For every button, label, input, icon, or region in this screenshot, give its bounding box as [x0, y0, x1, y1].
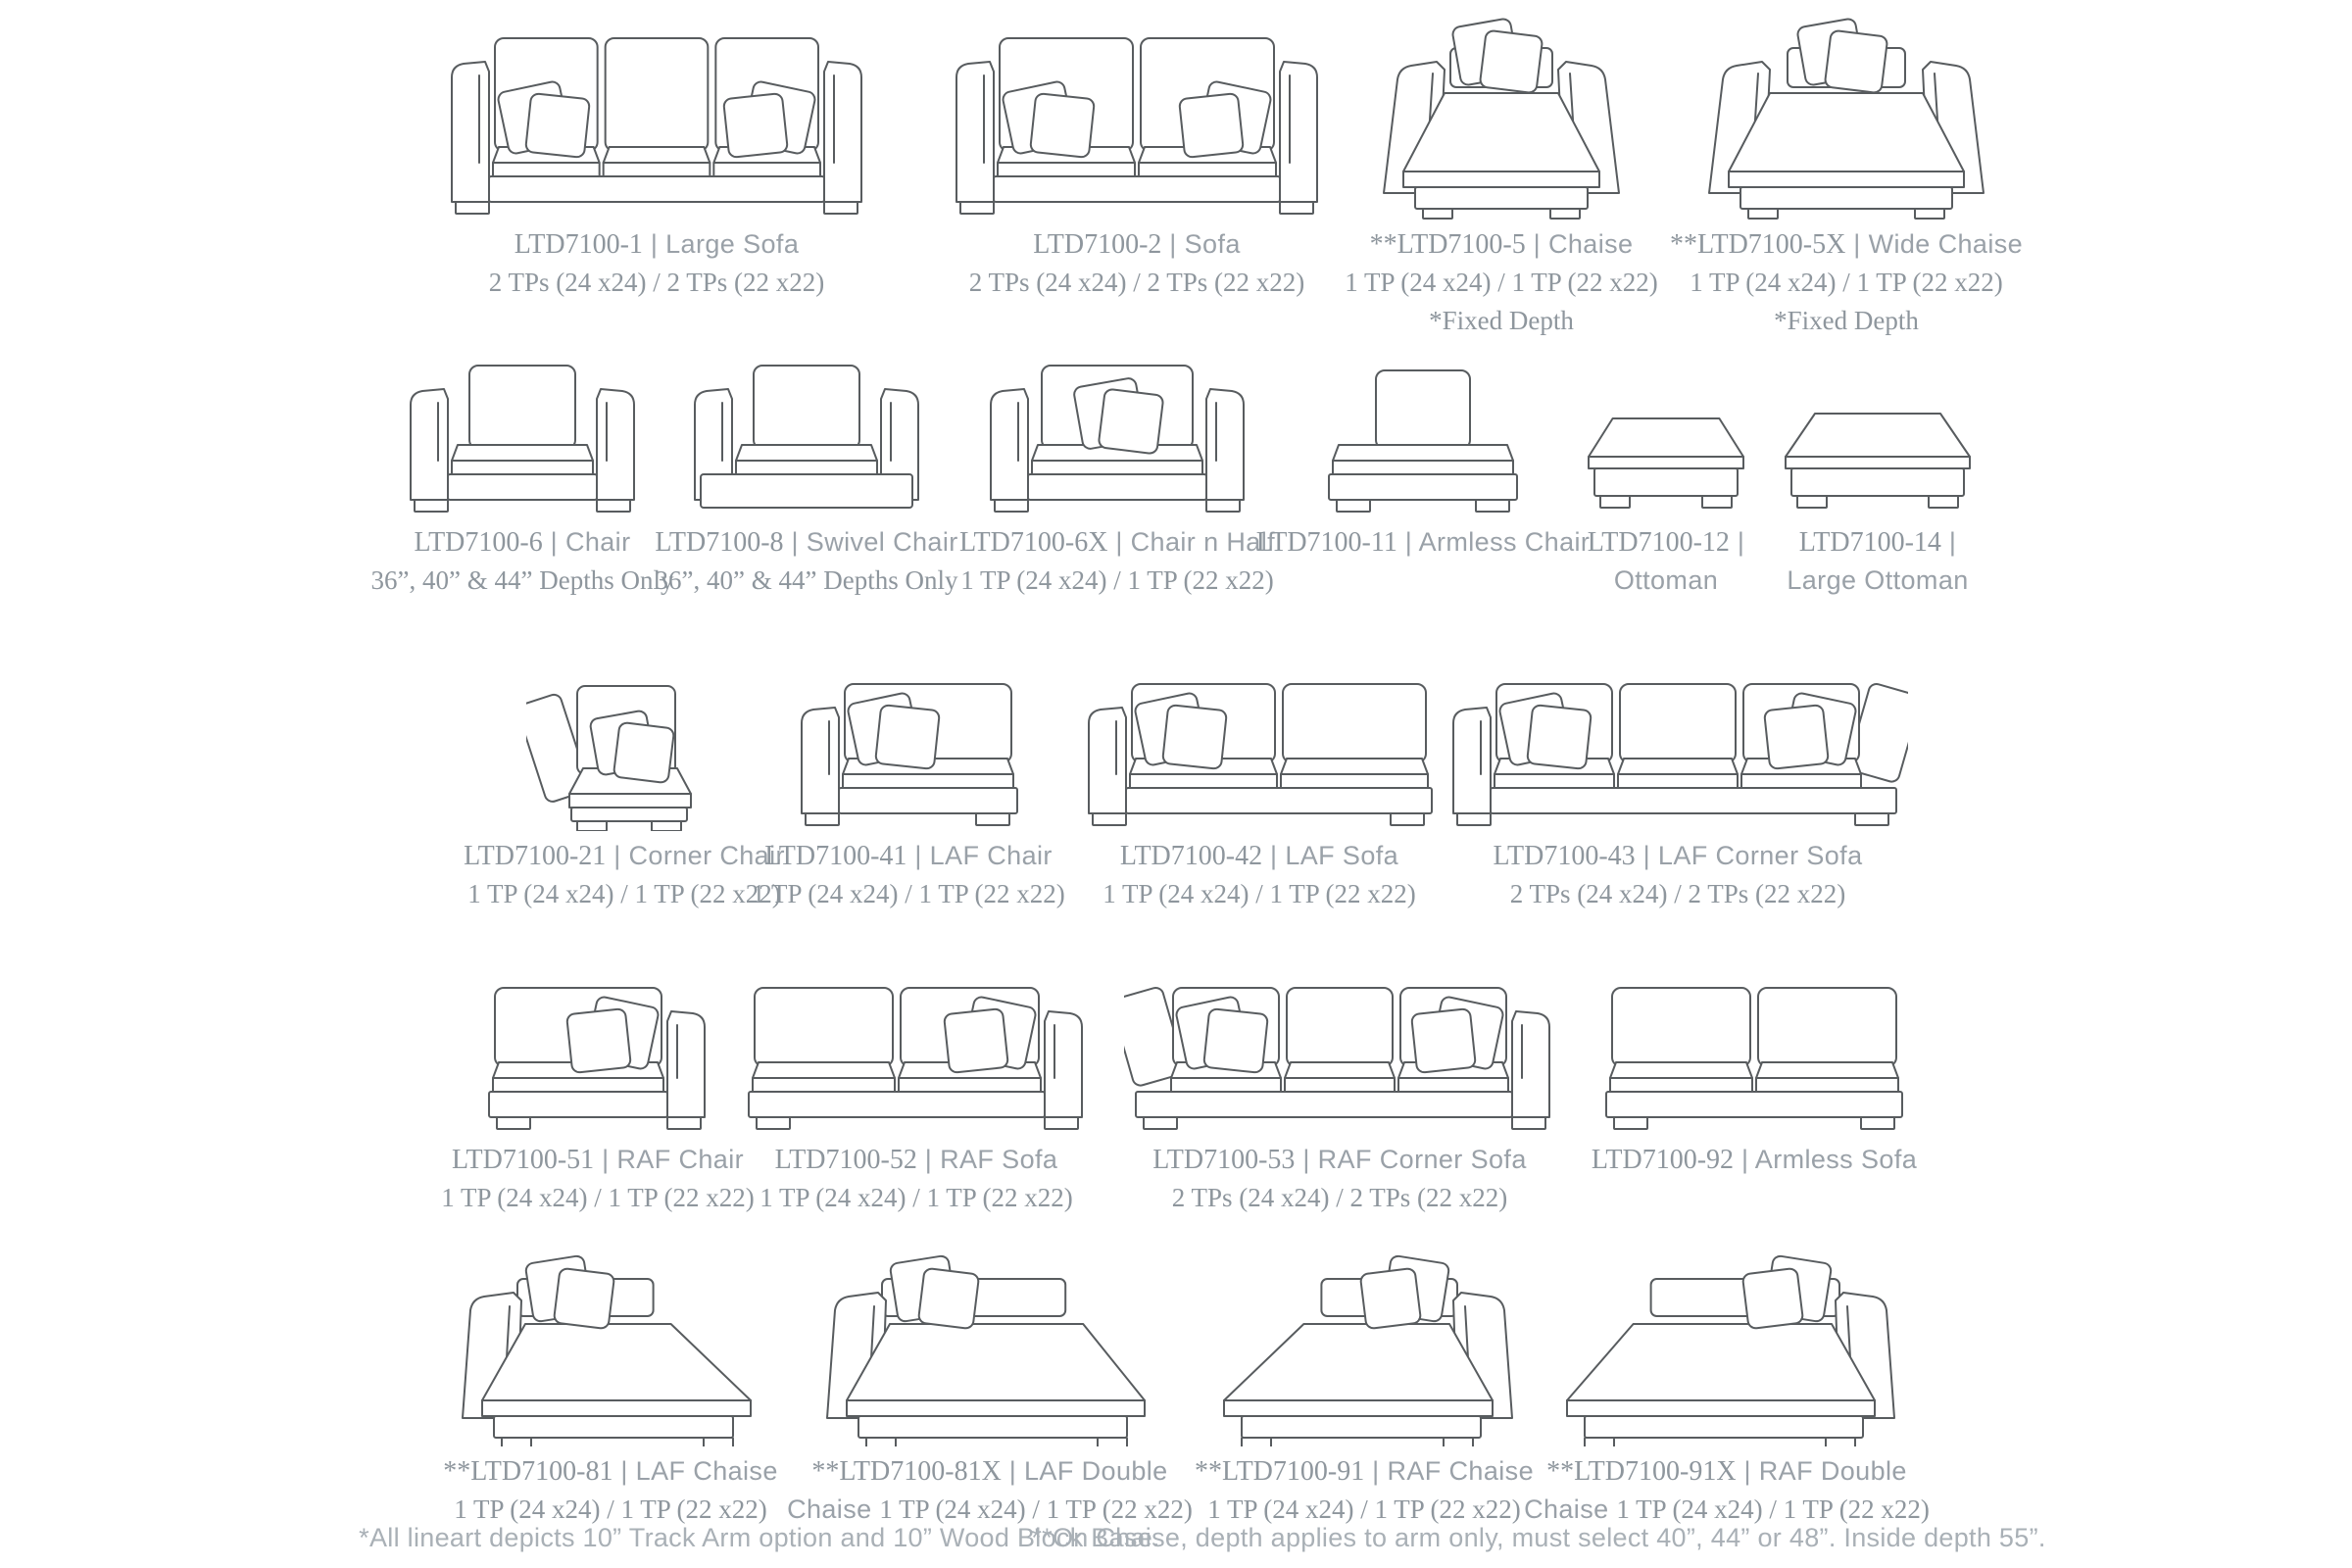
product-spec-line	[1670, 304, 2023, 342]
large-sofa-lineart	[446, 12, 867, 220]
product-name: Chair	[564, 527, 631, 557]
product-title-line	[441, 1143, 755, 1181]
product-name: Armless Sofa	[1754, 1145, 1918, 1174]
product-code: LTD7100-6X	[959, 527, 1108, 558]
swivel-chair-lineart	[689, 345, 924, 517]
product-item-raf-sofa	[745, 962, 1088, 1219]
product-spec: 1 TP (24 x24) / 1 TP (22 x22)	[441, 1183, 755, 1212]
product-spec: 36”, 40” & 44” Depths Only	[370, 565, 674, 595]
product-label	[371, 525, 674, 602]
raf-double-chaise-lineart	[1545, 1233, 1908, 1446]
separator: |	[642, 229, 666, 259]
product-spec-line	[1152, 1181, 1526, 1219]
laf-chair-lineart	[796, 662, 1021, 831]
product-label	[1102, 839, 1416, 915]
product-label	[1494, 839, 1863, 915]
product-code: LTD7100-92	[1591, 1145, 1735, 1175]
product-code: LTD7100-21	[464, 841, 607, 871]
product-spec: 1 TP (24 x24) / 1 TP (22 x22)	[879, 1494, 1193, 1524]
separator: |	[1364, 1456, 1388, 1486]
product-spec: *Fixed Depth	[1774, 306, 1919, 335]
separator: |	[1635, 841, 1658, 870]
product-code: LTD7100-8	[655, 527, 784, 558]
product-name: Swivel Chair	[806, 527, 958, 557]
laf-sofa-lineart	[1083, 662, 1436, 831]
product-item-raf-corner-sofa	[1124, 962, 1555, 1219]
product-spec: 36”, 40” & 44” Depths Only	[655, 565, 958, 595]
separator: |	[594, 1145, 617, 1174]
product-code: LTD7100-41	[764, 841, 907, 871]
product-title-line	[787, 1454, 1193, 1493]
separator: |	[916, 1145, 941, 1174]
product-name: Large Sofa	[665, 229, 800, 259]
product-title-line	[969, 227, 1305, 266]
product-item-laf-chaise	[443, 1233, 778, 1531]
product-name: LAF Double	[1024, 1456, 1168, 1486]
product-item-chair	[370, 345, 674, 602]
product-label	[1588, 525, 1745, 602]
product-item-raf-chair	[441, 962, 755, 1219]
product-label	[787, 1454, 1193, 1531]
product-code: LTD7100-52	[774, 1145, 917, 1175]
product-name: RAF Chair	[616, 1145, 745, 1174]
product-item-large-sofa	[446, 12, 867, 304]
product-spec-line	[752, 877, 1065, 915]
product-spec: 1 TP (24 x24) / 1 TP (22 x22)	[467, 879, 781, 908]
product-code: LTD7100-51	[451, 1145, 595, 1175]
separator: |	[612, 1456, 636, 1486]
large-ottoman-lineart	[1780, 345, 1976, 517]
product-label	[1152, 1143, 1526, 1219]
product-name: RAF Double	[1758, 1456, 1907, 1486]
separator: |	[1295, 1145, 1318, 1174]
product-name-line	[1588, 564, 1745, 602]
laf-corner-sofa-lineart	[1447, 662, 1908, 831]
sofa-lineart	[951, 12, 1323, 220]
product-item-laf-chair	[752, 662, 1065, 915]
product-name: LAF Chaise	[635, 1456, 778, 1486]
product-name: Chair n Half	[1130, 527, 1275, 557]
product-name: Large Ottoman	[1787, 565, 1969, 595]
product-name: Ottoman	[1613, 565, 1719, 595]
footnote-chaise-depth: **On Chaise, depth applies to arm only, must select 40”, 44” or 48”. Inside depth 55”.	[1031, 1523, 2046, 1552]
product-name: Corner Chair	[628, 841, 785, 870]
product-title-line	[443, 1454, 777, 1493]
product-title-line	[1524, 1454, 1930, 1493]
product-label	[1345, 227, 1658, 342]
separator: |	[1525, 229, 1548, 259]
product-spec-line	[959, 564, 1275, 602]
spec-prefix: Chaise	[787, 1494, 880, 1524]
product-spec-line	[969, 266, 1305, 304]
product-spec-line	[1345, 304, 1658, 342]
product-code: LTD7100-12	[1587, 527, 1730, 558]
product-title-line	[1670, 227, 2023, 266]
product-title-line	[1345, 227, 1658, 266]
product-name: RAF Sofa	[940, 1145, 1058, 1174]
product-item-chair-n-half	[959, 345, 1275, 602]
product-code: LTD7100-1	[514, 229, 643, 260]
wide-chaise-lineart	[1699, 12, 1993, 220]
product-name: LAF Corner Sofa	[1657, 841, 1863, 870]
product-name: Sofa	[1184, 229, 1241, 259]
separator: |	[1736, 1456, 1759, 1486]
separator: |	[1845, 229, 1869, 259]
product-title-line	[1102, 839, 1416, 877]
footnote-track-arm: *All lineart depicts 10” Track Arm option and 10” Wood Block Base.	[359, 1523, 1160, 1552]
product-label	[760, 1143, 1073, 1219]
separator: |	[783, 527, 807, 557]
product-item-raf-chaise	[1195, 1233, 1534, 1531]
product-spec: 1 TP (24 x24) / 1 TP (22 x22)	[1102, 879, 1416, 908]
product-title-line	[489, 227, 825, 266]
product-spec-line	[489, 266, 825, 304]
ottoman-lineart	[1583, 345, 1749, 517]
product-code: LTD7100-11	[1255, 527, 1397, 558]
chair-n-half-lineart	[985, 345, 1250, 517]
separator: |	[606, 841, 629, 870]
spec-prefix: Chaise	[1524, 1494, 1617, 1524]
product-code: **LTD7100-5X	[1669, 229, 1846, 260]
product-item-swivel-chair	[655, 345, 958, 602]
product-spec-line	[1345, 266, 1658, 304]
raf-corner-sofa-lineart	[1124, 962, 1555, 1135]
product-spec: 1 TP (24 x24) / 1 TP (22 x22)	[760, 1183, 1073, 1212]
chair-lineart	[405, 345, 640, 517]
product-spec: 1 TP (24 x24) / 1 TP (22 x22)	[1207, 1494, 1521, 1524]
product-title-line	[1195, 1454, 1534, 1493]
separator: |	[1107, 527, 1131, 557]
product-title-line	[760, 1143, 1073, 1181]
product-spec: 1 TP (24 x24) / 1 TP (22 x22)	[1616, 1494, 1930, 1524]
separator: |	[1161, 229, 1185, 259]
product-label	[959, 525, 1275, 602]
armless-chair-lineart	[1325, 345, 1521, 517]
product-label	[1256, 525, 1591, 564]
separator: |	[1734, 1145, 1755, 1174]
product-code: LTD7100-6	[414, 527, 543, 558]
product-item-armless-sofa	[1591, 962, 1918, 1181]
product-spec: 1 TP (24 x24) / 1 TP (22 x22)	[1345, 268, 1658, 297]
product-code: LTD7100-2	[1033, 229, 1162, 260]
product-label	[969, 227, 1305, 304]
product-title-line	[371, 525, 674, 564]
product-label	[1592, 1143, 1917, 1181]
product-spec-line	[655, 564, 957, 602]
separator: |	[1729, 527, 1745, 557]
product-spec: 2 TPs (24 x24) / 2 TPs (22 x22)	[488, 268, 825, 297]
product-code: **LTD7100-5	[1369, 229, 1526, 260]
product-name: RAF Corner Sofa	[1317, 1145, 1527, 1174]
product-spec-line	[1102, 877, 1416, 915]
product-title-line	[752, 839, 1065, 877]
separator: |	[906, 841, 930, 870]
product-code: LTD7100-43	[1493, 841, 1636, 871]
product-item-laf-double-chaise	[787, 1233, 1193, 1531]
product-label	[443, 1454, 777, 1531]
product-name: Wide Chaise	[1868, 229, 2024, 259]
product-name: LAF Chair	[929, 841, 1053, 870]
product-name: Chaise	[1547, 229, 1634, 259]
laf-chaise-lineart	[449, 1233, 772, 1446]
product-title-line	[655, 525, 957, 564]
product-name-line	[1787, 564, 1968, 602]
raf-sofa-lineart	[745, 962, 1088, 1135]
product-item-corner-chair	[464, 662, 785, 915]
product-title-line	[1787, 525, 1968, 564]
product-item-laf-sofa	[1083, 662, 1436, 915]
product-code: **LTD7100-91	[1195, 1456, 1365, 1487]
product-code: **LTD7100-81	[443, 1456, 613, 1487]
corner-chair-lineart	[526, 662, 722, 831]
product-spec-line	[441, 1181, 755, 1219]
product-spec-line	[464, 877, 785, 915]
product-spec: 1 TP (24 x24) / 1 TP (22 x22)	[454, 1494, 767, 1524]
separator: |	[542, 527, 565, 557]
product-spec-line	[371, 564, 674, 602]
product-code: LTD7100-14	[1798, 527, 1941, 558]
laf-double-chaise-lineart	[813, 1233, 1166, 1446]
product-spec-line	[1670, 266, 2023, 304]
product-label	[655, 525, 957, 602]
product-spec: 2 TPs (24 x24) / 2 TPs (22 x22)	[1509, 879, 1846, 908]
product-title-line	[1588, 525, 1745, 564]
armless-sofa-lineart	[1602, 962, 1906, 1135]
product-code: LTD7100-53	[1152, 1145, 1296, 1175]
product-title-line	[1494, 839, 1863, 877]
product-spec: 2 TPs (24 x24) / 2 TPs (22 x22)	[968, 268, 1305, 297]
product-title-line	[959, 525, 1275, 564]
product-spec: *Fixed Depth	[1429, 306, 1574, 335]
product-title-line	[1152, 1143, 1526, 1181]
product-label	[1787, 525, 1968, 602]
product-spec: 1 TP (24 x24) / 1 TP (22 x22)	[960, 565, 1274, 595]
product-label	[1670, 227, 2023, 342]
product-item-raf-double-chaise	[1524, 1233, 1930, 1531]
separator: |	[1001, 1456, 1025, 1486]
product-label	[441, 1143, 755, 1219]
product-spec: 2 TPs (24 x24) / 2 TPs (22 x22)	[1171, 1183, 1508, 1212]
product-name: RAF Chaise	[1387, 1456, 1534, 1486]
separator: |	[1396, 527, 1419, 557]
product-title-line	[1592, 1143, 1917, 1181]
raf-chaise-lineart	[1202, 1233, 1526, 1446]
product-spec-line	[1494, 877, 1863, 915]
product-name: LAF Sofa	[1285, 841, 1399, 870]
product-code: LTD7100-42	[1119, 841, 1263, 871]
separator: |	[1940, 527, 1957, 557]
raf-chair-lineart	[485, 962, 710, 1135]
product-item-sofa	[951, 12, 1323, 304]
product-code: **LTD7100-81X	[811, 1456, 1002, 1487]
product-label	[752, 839, 1065, 915]
product-spec-line	[760, 1181, 1073, 1219]
product-label	[464, 839, 785, 915]
product-title-line	[1256, 525, 1591, 564]
product-title-line	[464, 839, 785, 877]
product-name: Armless Chair	[1418, 527, 1591, 557]
product-label	[489, 227, 825, 304]
product-spec: 1 TP (24 x24) / 1 TP (22 x22)	[752, 879, 1065, 908]
product-item-laf-corner-sofa	[1447, 662, 1908, 915]
product-item-wide-chaise	[1669, 12, 2024, 342]
chaise-lineart	[1374, 12, 1629, 220]
product-label	[1524, 1454, 1930, 1531]
product-item-ottoman	[1583, 345, 1749, 602]
product-spec: 1 TP (24 x24) / 1 TP (22 x22)	[1690, 268, 2003, 297]
separator: |	[1262, 841, 1286, 870]
product-label	[1195, 1454, 1534, 1531]
product-code: **LTD7100-91X	[1546, 1456, 1737, 1487]
product-item-armless-chair	[1255, 345, 1591, 564]
product-item-large-ottoman	[1780, 345, 1976, 602]
product-item-chaise	[1345, 12, 1658, 342]
